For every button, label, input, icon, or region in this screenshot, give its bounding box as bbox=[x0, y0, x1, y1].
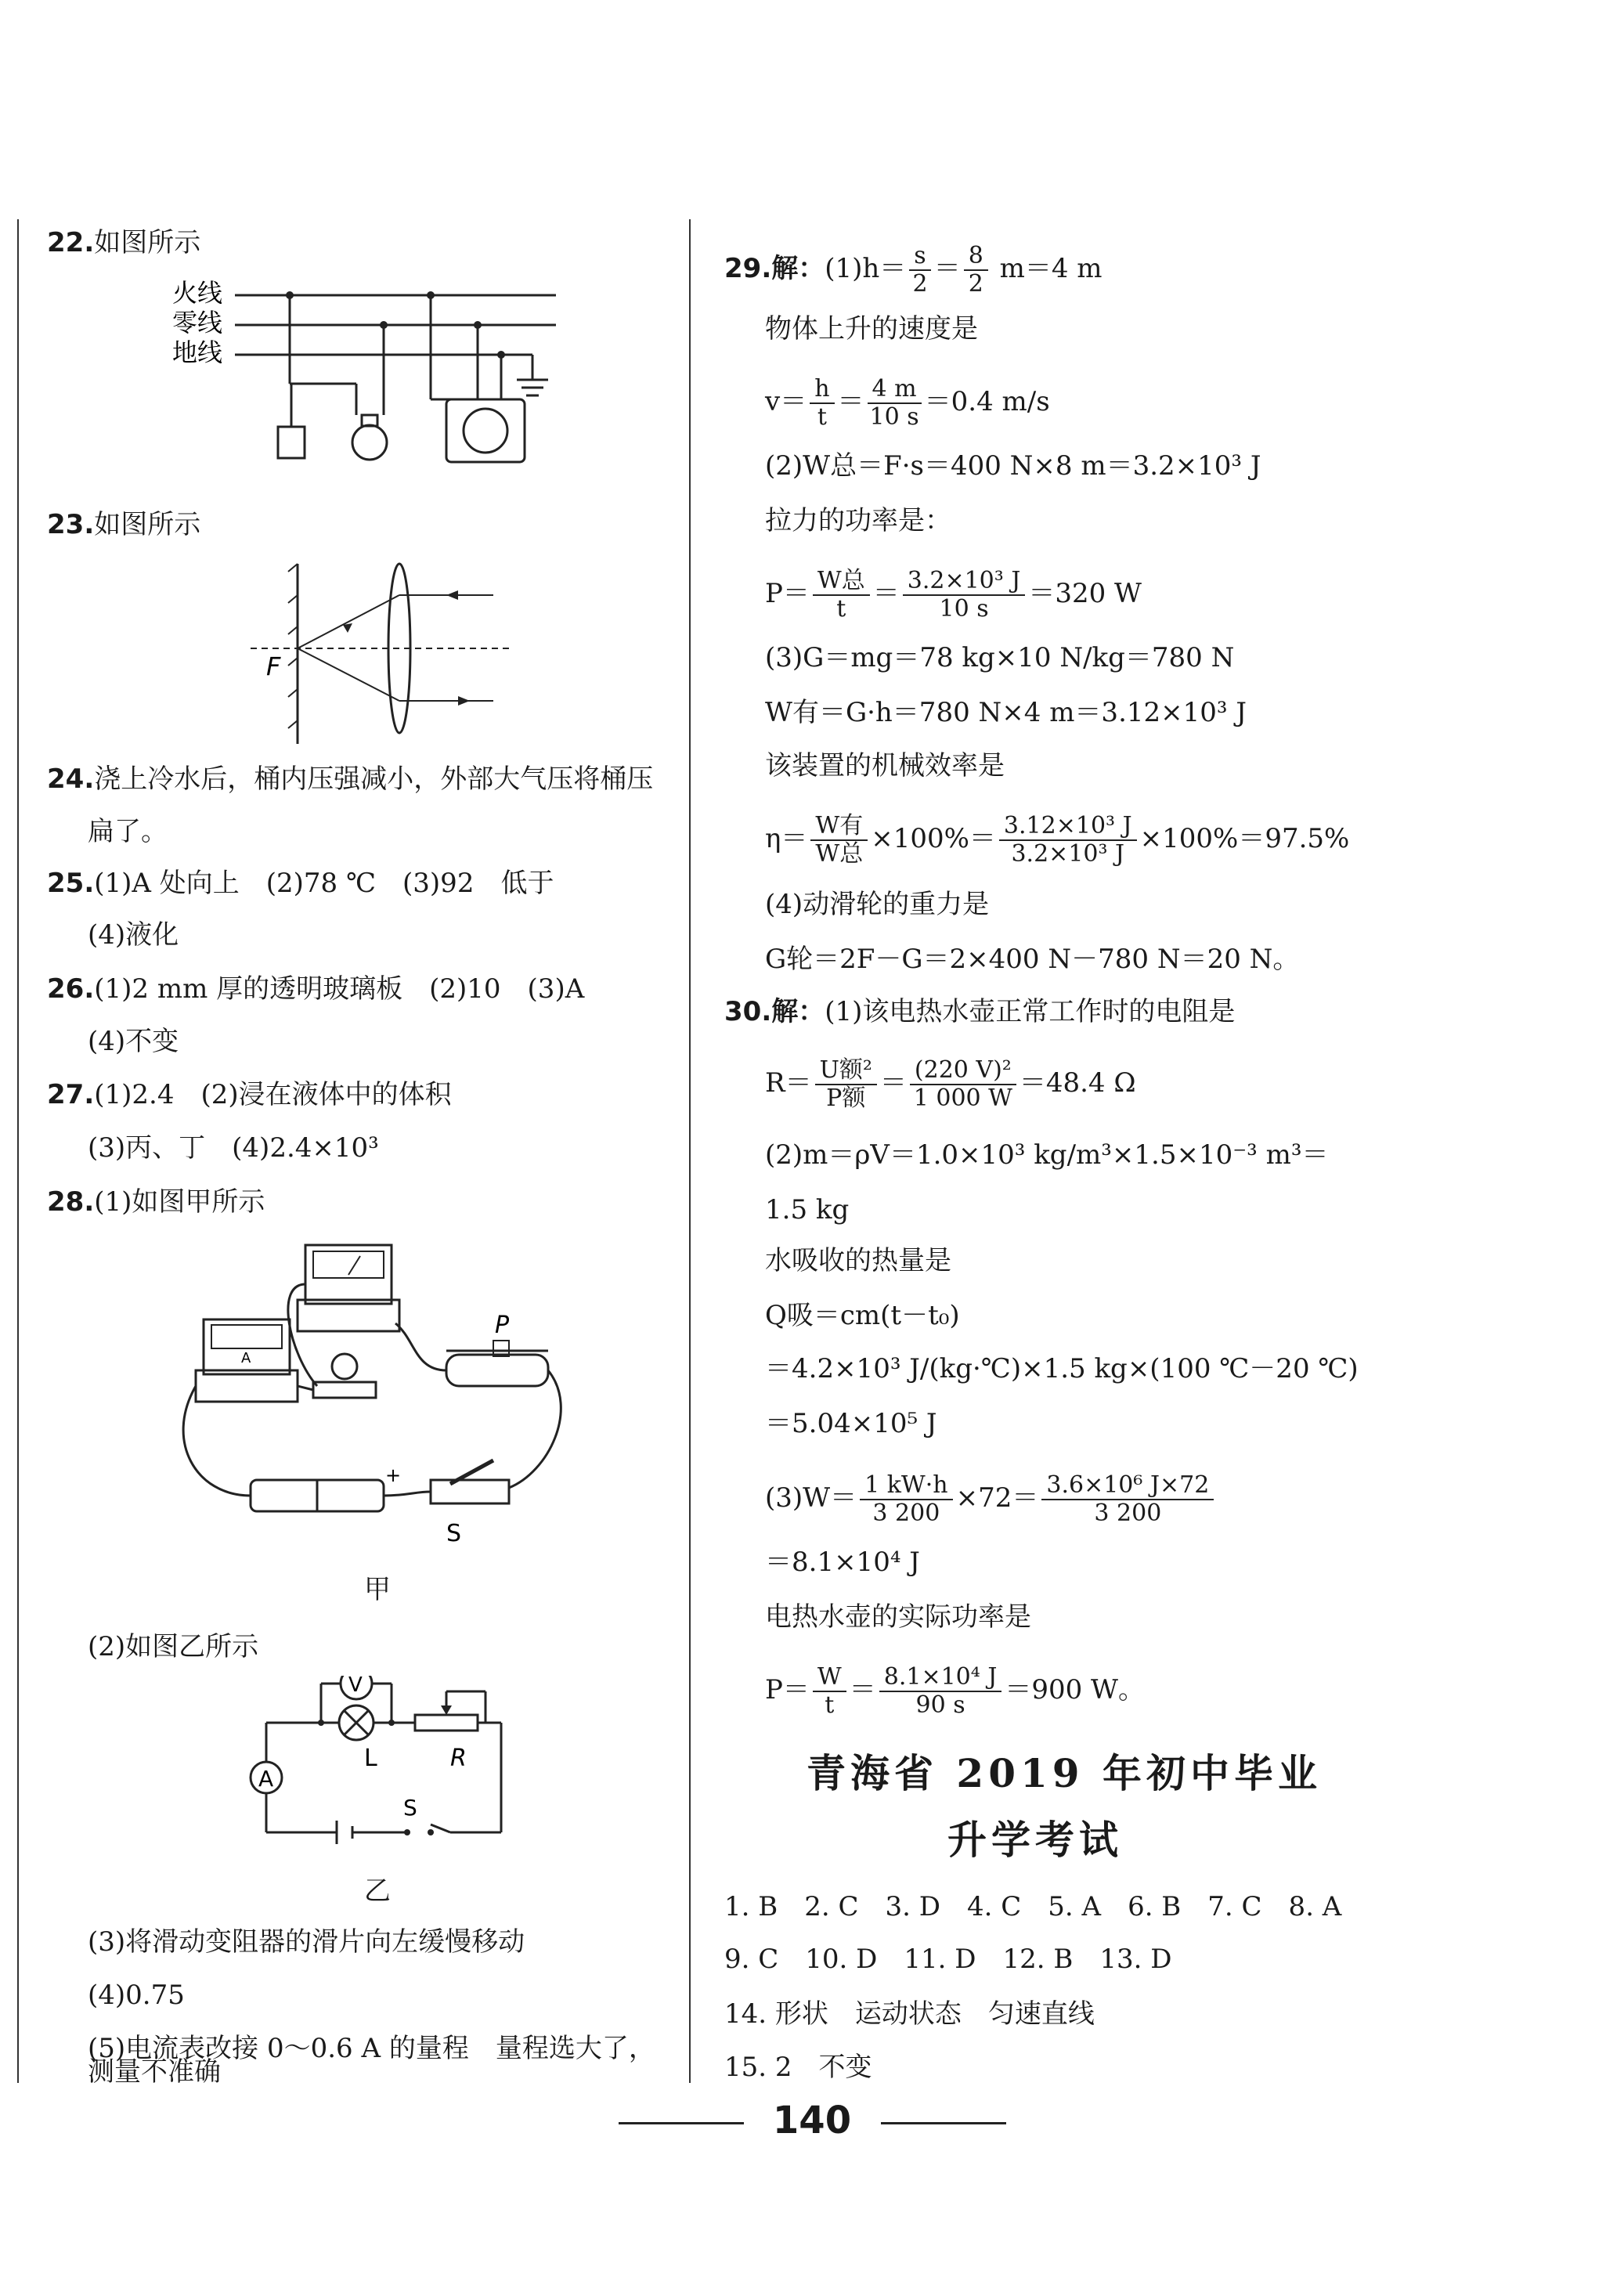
q25-line1: 25.(1)A 处向上 (2)78 ℃ (3)92 低于 bbox=[47, 868, 554, 899]
fraction: $\frac{\text{8.1×10⁴ J}}{90 s}$ bbox=[879, 1664, 1002, 1719]
fraction: $\frac{W}{t}$ bbox=[813, 1664, 846, 1719]
q28-line5: (5)电流表改接 0～0.6 A 的量程 量程选大了， bbox=[88, 2033, 655, 2064]
q28-line4: (4)0.75 bbox=[88, 1980, 185, 2011]
q29-number: 29. bbox=[724, 253, 772, 284]
fraction: $\frac{s}{2}$ bbox=[909, 243, 930, 298]
page-number: 140 bbox=[772, 2099, 852, 2142]
q29-line11: (4)动滑轮的重力是 bbox=[765, 889, 990, 920]
q26-line1: 26.(1)2 mm 厚的透明玻璃板 (2)10 (3)A bbox=[47, 973, 585, 1005]
q30-line2: R＝ $\frac{\text{U额²}}{\text{P额}}$ ＝ $\frac{\text{(220 V)²}}{1 000 W}$ ＝48.4 Ω bbox=[765, 1056, 1136, 1112]
section-title-line1: 青海省 2019 年初中毕业 bbox=[807, 1750, 1322, 1796]
q27-line1: 27.(1)2.4 (2)浸在液体中的体积 bbox=[47, 1079, 452, 1110]
q23 bbox=[47, 509, 200, 540]
q29-line7: (3)G＝mg＝78 kg×10 N/kg＝780 N bbox=[765, 642, 1235, 673]
q30-line12: P＝ $\frac{W}{t}$ ＝ $\frac{\text{8.1×10⁴ J}}{90 s}$ ＝900 W。 bbox=[765, 1663, 1145, 1719]
schematic-ammeter-label: A bbox=[258, 1766, 274, 1792]
schematic-voltmeter-label: V bbox=[348, 1676, 363, 1697]
battery-plus-label: + bbox=[385, 1464, 402, 1486]
slider-label-p: P bbox=[495, 1312, 510, 1339]
schematic-lamp-label: L bbox=[364, 1745, 377, 1772]
q29-line9: 该装置的机械效率是 bbox=[765, 750, 1005, 781]
q25-line2: (4)液化 bbox=[88, 919, 179, 951]
q29-line8: W有＝G·h＝780 N×4 m＝3.12×10³ J bbox=[765, 697, 1247, 728]
answers-row1: 1. B 2. C 3. D 4. C 5. A 6. B 7. C 8. A bbox=[724, 1891, 1342, 1922]
q26-number: 26. bbox=[47, 973, 95, 1005]
fraction: $\frac{8}{2}$ bbox=[964, 243, 988, 298]
fraction: $\frac{\text{3.2×10³ J}}{10 s}$ bbox=[903, 568, 1026, 623]
q30-line3: (2)m＝ρV＝1.0×10³ kg/m³×1.5×10⁻³ m³＝ bbox=[765, 1139, 1329, 1171]
q23-lens-diagram bbox=[235, 556, 532, 752]
q30-line10: ＝8.1×10⁴ J bbox=[765, 1547, 920, 1578]
fraction: $\frac{\text{3.12×10³ J}}{\text{3.2×10³ J}}$ bbox=[999, 813, 1137, 868]
q30-line4: 1.5 kg bbox=[765, 1194, 850, 1225]
page-number-rule-right bbox=[881, 2122, 1006, 2124]
q22-text: 如图所示 bbox=[94, 227, 201, 258]
q30-line8: ＝5.04×10⁵ J bbox=[765, 1408, 937, 1439]
q30-line5: 水吸收的热量是 bbox=[765, 1245, 951, 1276]
q22-wiring-diagram bbox=[157, 278, 595, 482]
q30-line9: (3)W＝ $\frac{1 kW\cdot h}{3 200}$ ×72＝ $\frac{\text{3.6×10⁶ J×72}}{3 200}$ bbox=[765, 1472, 1217, 1527]
fraction: $\frac{\text{U额²}}{\text{P额}}$ bbox=[815, 1057, 877, 1112]
fraction: $\frac{\text{3.6×10⁶ J×72}}{3 200}$ bbox=[1041, 1472, 1214, 1527]
q28-line1: 28.(1)如图甲所示 bbox=[47, 1186, 265, 1218]
q29-line2: 物体上升的速度是 bbox=[765, 313, 978, 345]
q30-line7: ＝4.2×10³ J/(kg·℃)×1.5 kg×(100 ℃－20 ℃) bbox=[765, 1353, 1359, 1384]
q23-text: 如图所示 bbox=[94, 509, 201, 540]
focus-label: F bbox=[266, 652, 281, 681]
fraction: $\frac{4 m}{10 s}$ bbox=[868, 376, 922, 431]
q27-line2: (3)丙、丁 (4)2.4×10³ bbox=[88, 1132, 379, 1164]
q30-line11: 电热水壶的实际功率是 bbox=[765, 1601, 1031, 1633]
q28-line2: (2)如图乙所示 bbox=[88, 1631, 259, 1662]
q29-line6: P＝ $\frac{\text{W总}}{t}$ ＝ $\frac{\text{3.2×10³ J}}{10 s}$ ＝320 W bbox=[765, 567, 1142, 623]
q29-line5: 拉力的功率是： bbox=[765, 505, 951, 536]
ammeter-label: A bbox=[241, 1350, 251, 1366]
answers-row3: 14. 形状 运动状态 匀速直线 bbox=[724, 1998, 1095, 2030]
q22 bbox=[47, 227, 200, 258]
q28-number: 28. bbox=[47, 1186, 95, 1218]
q28-circuit-photo-diagram bbox=[180, 1237, 587, 1566]
fraction: $\frac{\text{W有}}{\text{W总}}$ bbox=[810, 813, 868, 868]
q27-number: 27. bbox=[47, 1079, 95, 1110]
q22-number: 22. bbox=[47, 227, 95, 258]
q24-line2: 扁了。 bbox=[88, 816, 168, 847]
fig2-caption: 乙 bbox=[364, 1875, 391, 1907]
q29-line1: 29.解：(1)h＝ $\frac{s}{2}$ ＝ $\frac{8}{2}$ m＝4 m bbox=[724, 242, 1103, 298]
q23-number: 23. bbox=[47, 509, 95, 540]
fraction: $\frac{\text{W总}}{t}$ bbox=[813, 568, 870, 623]
q24-line1: 24.浇上冷水后，桶内压强减小，外部大气压将桶压 bbox=[47, 763, 654, 795]
neutral-wire-label: 零线 bbox=[172, 308, 223, 337]
answers-row4: 15. 2 不变 bbox=[724, 2052, 872, 2083]
ground-wire-label: 地线 bbox=[172, 337, 223, 367]
q24-number: 24. bbox=[47, 763, 95, 795]
section-title-line2: 升学考试 bbox=[947, 1817, 1123, 1863]
live-wire-label: 火线 bbox=[172, 278, 223, 308]
schematic-rheostat-label: R bbox=[450, 1745, 467, 1772]
q30-number: 30. bbox=[724, 996, 772, 1027]
switch-label-s: S bbox=[446, 1520, 462, 1547]
fraction: $\frac{h}{t}$ bbox=[810, 376, 834, 431]
left-margin-rule bbox=[17, 219, 19, 2083]
q30-line1: 30.解：(1)该电热水壶正常工作时的电阻是 bbox=[724, 996, 1236, 1027]
q28-line6: 测量不准确 bbox=[88, 2056, 221, 2088]
q28-circuit-schematic bbox=[243, 1676, 525, 1864]
fig1-caption: 甲 bbox=[364, 1574, 391, 1605]
column-divider bbox=[689, 219, 691, 2083]
fraction: $\frac{1 kW\cdot h}{3 200}$ bbox=[860, 1472, 953, 1527]
q25-number: 25. bbox=[47, 868, 95, 899]
fraction: $\frac{\text{(220 V)²}}{1 000 W}$ bbox=[910, 1057, 1016, 1112]
q29-line10: η＝ $\frac{\text{W有}}{\text{W总}}$ ×100%＝ $\frac{\text{3.12×10³ J}}{\text{3.2×10³ J}}$ ×100%＝97.5% bbox=[765, 812, 1350, 868]
answers-row2: 9. C 10. D 11. D 12. B 13. D bbox=[724, 1944, 1172, 1975]
schematic-switch-label: S bbox=[403, 1795, 417, 1821]
q30-line6: Q吸＝cm(t－t₀) bbox=[765, 1300, 960, 1331]
q29-line3: v＝ $\frac{h}{t}$ ＝ $\frac{4 m}{10 s}$ ＝0.4 m/s bbox=[765, 375, 1050, 431]
q28-line3: (3)将滑动变阻器的滑片向左缓慢移动 bbox=[88, 1926, 525, 1958]
q29-line12: G轮＝2F－G＝2×400 N－780 N＝20 N。 bbox=[765, 944, 1300, 975]
q26-line2: (4)不变 bbox=[88, 1026, 179, 1057]
q29-line4: (2)W总＝F·s＝400 N×8 m＝3.2×10³ J bbox=[765, 450, 1261, 482]
